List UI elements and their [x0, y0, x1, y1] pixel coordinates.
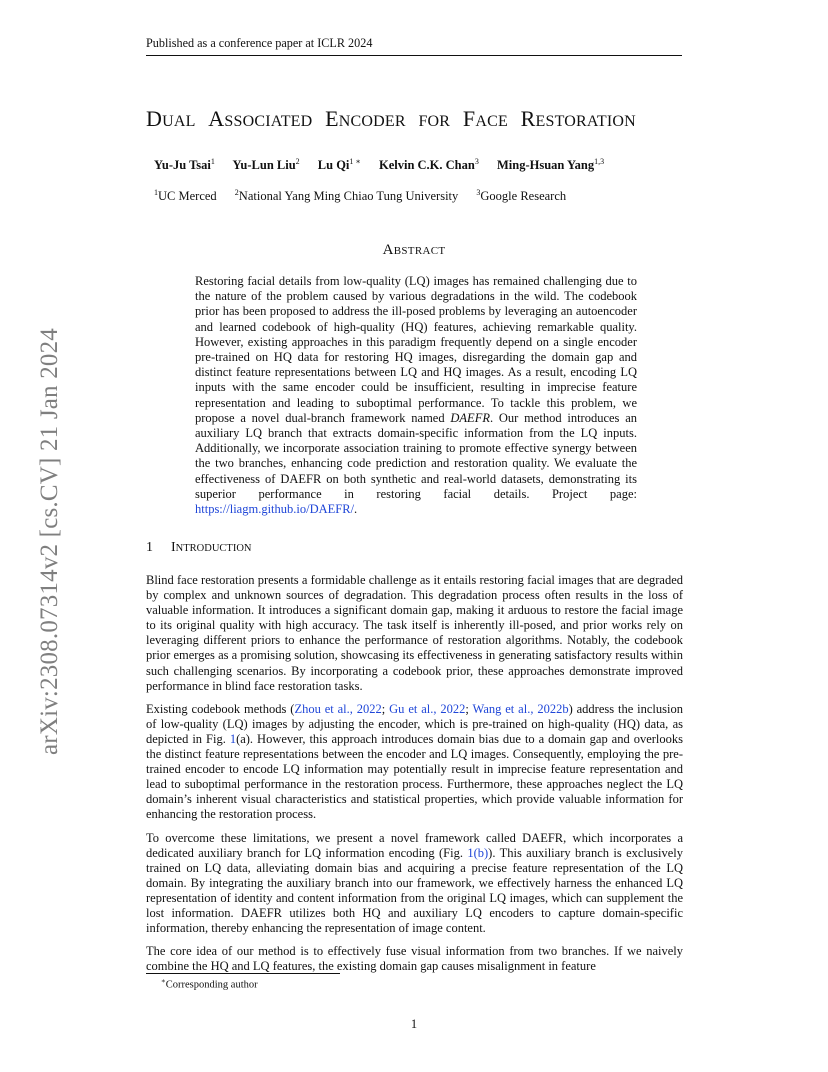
author: Kelvin C.K. Chan$^3$	[378, 157, 479, 173]
arxiv-identifier-stamp[interactable]: arXiv:2308.07314v2 [cs.CV] 21 Jan 2024	[36, 328, 63, 755]
project-page-link[interactable]: https://liagm.github.io/DAEFR/	[195, 502, 355, 517]
title-word: ASSOCIATED	[208, 106, 313, 131]
title-word: DUAL	[146, 106, 196, 131]
paragraph: Existing codebook methods (Zhou et al., 2022; Gu et al., 2022; Wang et al., 2022b) address the inclusion of low-quality (LQ) images by adjusting the encoder, which is pre-trained on high-quality (HQ) data, as depicted in Fig. 1(a). However, this approach introduces domain bias due to a domain gap and overlooks the distinct feature representations between the encoder and LQ images. Consequently, employing the pre-trained encoder to encode LQ information may potentially result in imprecise feature representation and lead to suboptimal performance in the restoration process. Furthermore, these approaches neglect the LQ domain’s inherent visual characteristics and statistical properties, which provide valuable information for enhancing the restoration process.	[146, 701, 683, 822]
paragraph: To overcome these limitations, we present a novel framework called DAEFR, which incorporates a dedicated auxiliary branch for LQ information encoding (Fig. 1(b)). This auxiliary branch is exclusively trained on LQ data, alleviating domain bias and acquiring a precise feature representation of the LQ domain. By integrating the auxiliary branch into our framework, we effectively harness the enhanced LQ representation of identity and content information from the original LQ images, which can supplement the lost information. DAEFR utilizes both HQ and auxiliary LQ encoders to capture domain-specific information, thereby enhancing the representation of image content.	[146, 830, 683, 936]
page-number: 1	[410, 1017, 418, 1031]
title-word: RESTORATION	[520, 106, 636, 131]
affiliation-list	[154, 188, 581, 204]
title-word: FOR	[418, 113, 451, 130]
method-name: DAEFR	[450, 410, 490, 425]
author: Yu-Ju Tsai$^1$	[154, 157, 215, 173]
footnote: ∗Corresponding author	[161, 977, 258, 991]
title-word: FACE	[462, 106, 508, 131]
abstract-body: Restoring facial details from low-quality (LQ) images has remained challenging due to the nature of the problem caused by various degradations in the wild. The codebook prior has been proposed to address the ill-posed problems by leveraging an autoencoder and learned codebook of high-quality (HQ) features, achieving remarkable quality. However, existing approaches in this paradigm frequently depend on a single encoder pre-trained on HQ data for restoring HQ images, disregarding the domain gap and distinct feature representations between LQ and HQ images. As a result, encoding LQ inputs with the same encoder could be insufficient, resulting in imprecise feature representation and leading to suboptimal performance. To tackle this problem, we propose a novel dual-branch framework named DAEFR. Our method introduces an auxiliary LQ branch that extracts domain-specific information from the LQ inputs. Additionally, we incorporate association training to promote effective synergy between the two branches, enhancing code prediction and restoration quality. We evaluate the effectiveness of DAEFR on both synthetic and real-world datasets, demonstrating its superior performance in restoring facial details. Project page: https://liagm.github.io/DAEFR/.	[195, 274, 637, 517]
paragraph: Blind face restoration presents a formidable challenge as it entails restoring facial images that are degraded by complex and unknown sources of degradation. This degradation process often results in the loss of valuable information. It introduces a significant domain gap, making it arduous to restore the facial image to its original quality with high accuracy. The task itself is inherently ill-posed, and prior works rely on leveraging different priors to enhance the performance of restoration algorithms. Notably, the codebook prior emerges as a promising solution, showcasing its effectiveness in generating satisfactory results within such challenging scenarios. By incorporating a codebook prior, these approaches demonstrate improved performance in blind face restoration tasks.	[146, 573, 683, 693]
running-header: Published as a conference paper at ICLR 2024	[146, 36, 682, 56]
author: Lu $Qi^{1 ∗}$	[317, 157, 361, 173]
citation-link[interactable]: Zhou et al., 2022	[294, 701, 382, 716]
affiliation: $^1$UC Merced	[154, 188, 217, 204]
abstract-heading: ABSTRACT	[382, 242, 446, 258]
citation-link[interactable]: Wang et al., 2022b	[472, 701, 569, 716]
title-word: ENCODER	[325, 106, 406, 131]
citation-link[interactable]: Gu et al., 2022	[389, 701, 466, 716]
author-list	[154, 157, 619, 173]
figure-ref-link[interactable]: 1	[467, 845, 474, 860]
paragraph: The core idea of our method is to effectively fuse visual information from two branches. If we naively combine the HQ and LQ features, the existing domain gap causes misalignment in feature	[146, 944, 683, 974]
figure-subref-link[interactable]: (b)	[473, 845, 489, 860]
paper-title	[146, 108, 706, 130]
figure-ref-link[interactable]: 1	[229, 731, 237, 746]
affiliation: $^2$National Yang Ming Chiao Tung University	[234, 188, 459, 204]
affiliation: $^3$Google Research	[476, 188, 567, 204]
footnote-divider	[146, 973, 340, 974]
author: Yu-Lun Liu$^2$	[232, 157, 300, 173]
introduction-body	[146, 573, 683, 982]
author: Ming-Hsuan Yang$^{1,3}$	[496, 157, 605, 173]
section-heading-introduction: 1 INTRODUCTION	[146, 540, 252, 555]
